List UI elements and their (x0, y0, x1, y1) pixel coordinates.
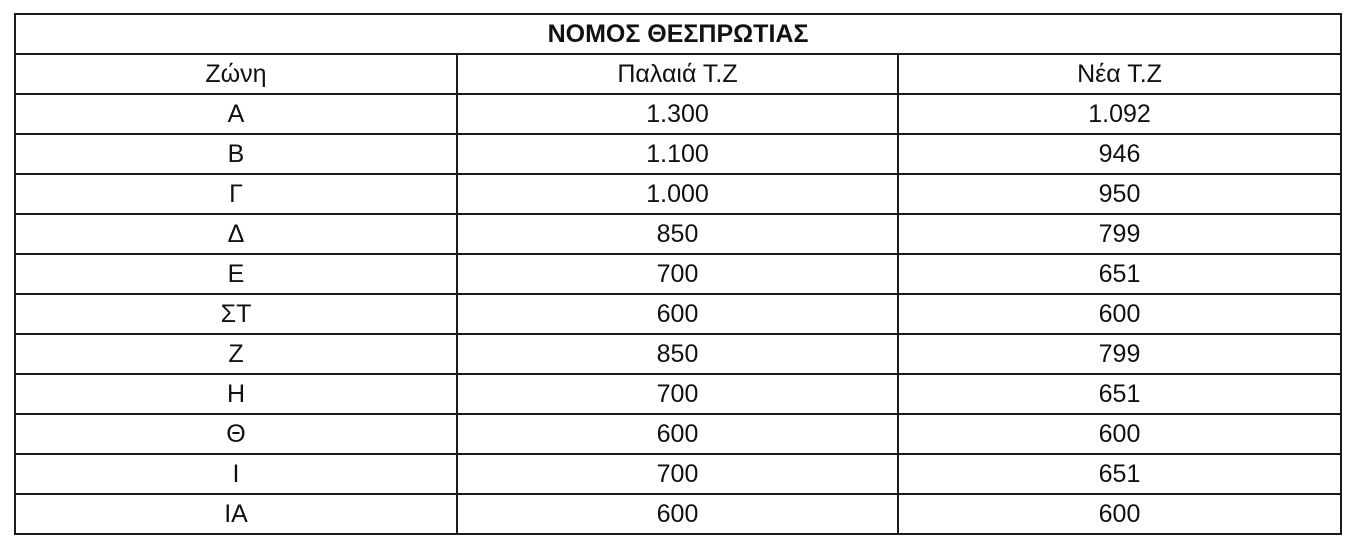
cell-zone: ΣΤ (15, 294, 457, 334)
cell-zone: Γ (15, 174, 457, 214)
cell-zone: Α (15, 94, 457, 134)
table-row (15, 214, 1341, 254)
table-row (15, 454, 1341, 494)
cell-old-price: 850 (457, 334, 898, 374)
cell-zone: Ζ (15, 334, 457, 374)
cell-old-price: 1.100 (457, 134, 898, 174)
zone-price-table (14, 13, 1342, 535)
table-row (15, 334, 1341, 374)
header-new-price: Νέα Τ.Ζ (898, 54, 1341, 94)
table-row (15, 94, 1341, 134)
cell-zone: Η (15, 374, 457, 414)
cell-old-price: 600 (457, 414, 898, 454)
cell-zone: Δ (15, 214, 457, 254)
table-title: ΝΟΜΟΣ ΘΕΣΠΡΩΤΙΑΣ (15, 14, 1341, 54)
header-old-price: Παλαιά Τ.Ζ (457, 54, 898, 94)
header-zone: Ζώνη (15, 54, 457, 94)
cell-new-price: 651 (898, 254, 1341, 294)
table-body (15, 94, 1341, 534)
cell-new-price: 799 (898, 214, 1341, 254)
cell-new-price: 600 (898, 494, 1341, 534)
table-row (15, 174, 1341, 214)
cell-zone: Ι (15, 454, 457, 494)
cell-new-price: 946 (898, 134, 1341, 174)
cell-zone: ΙΑ (15, 494, 457, 534)
table-row (15, 134, 1341, 174)
cell-old-price: 600 (457, 294, 898, 334)
title-row (15, 14, 1341, 54)
cell-new-price: 1.092 (898, 94, 1341, 134)
cell-new-price: 651 (898, 454, 1341, 494)
cell-old-price: 600 (457, 494, 898, 534)
cell-old-price: 1.000 (457, 174, 898, 214)
cell-old-price: 700 (457, 254, 898, 294)
table-row (15, 374, 1341, 414)
cell-old-price: 1.300 (457, 94, 898, 134)
cell-new-price: 600 (898, 414, 1341, 454)
table-row (15, 414, 1341, 454)
table-row (15, 254, 1341, 294)
cell-zone: Ε (15, 254, 457, 294)
cell-new-price: 799 (898, 334, 1341, 374)
cell-new-price: 950 (898, 174, 1341, 214)
header-row (15, 54, 1341, 94)
cell-zone: Β (15, 134, 457, 174)
cell-new-price: 600 (898, 294, 1341, 334)
cell-new-price: 651 (898, 374, 1341, 414)
table-row (15, 294, 1341, 334)
cell-old-price: 850 (457, 214, 898, 254)
table-row (15, 494, 1341, 534)
cell-zone: Θ (15, 414, 457, 454)
cell-old-price: 700 (457, 374, 898, 414)
cell-old-price: 700 (457, 454, 898, 494)
